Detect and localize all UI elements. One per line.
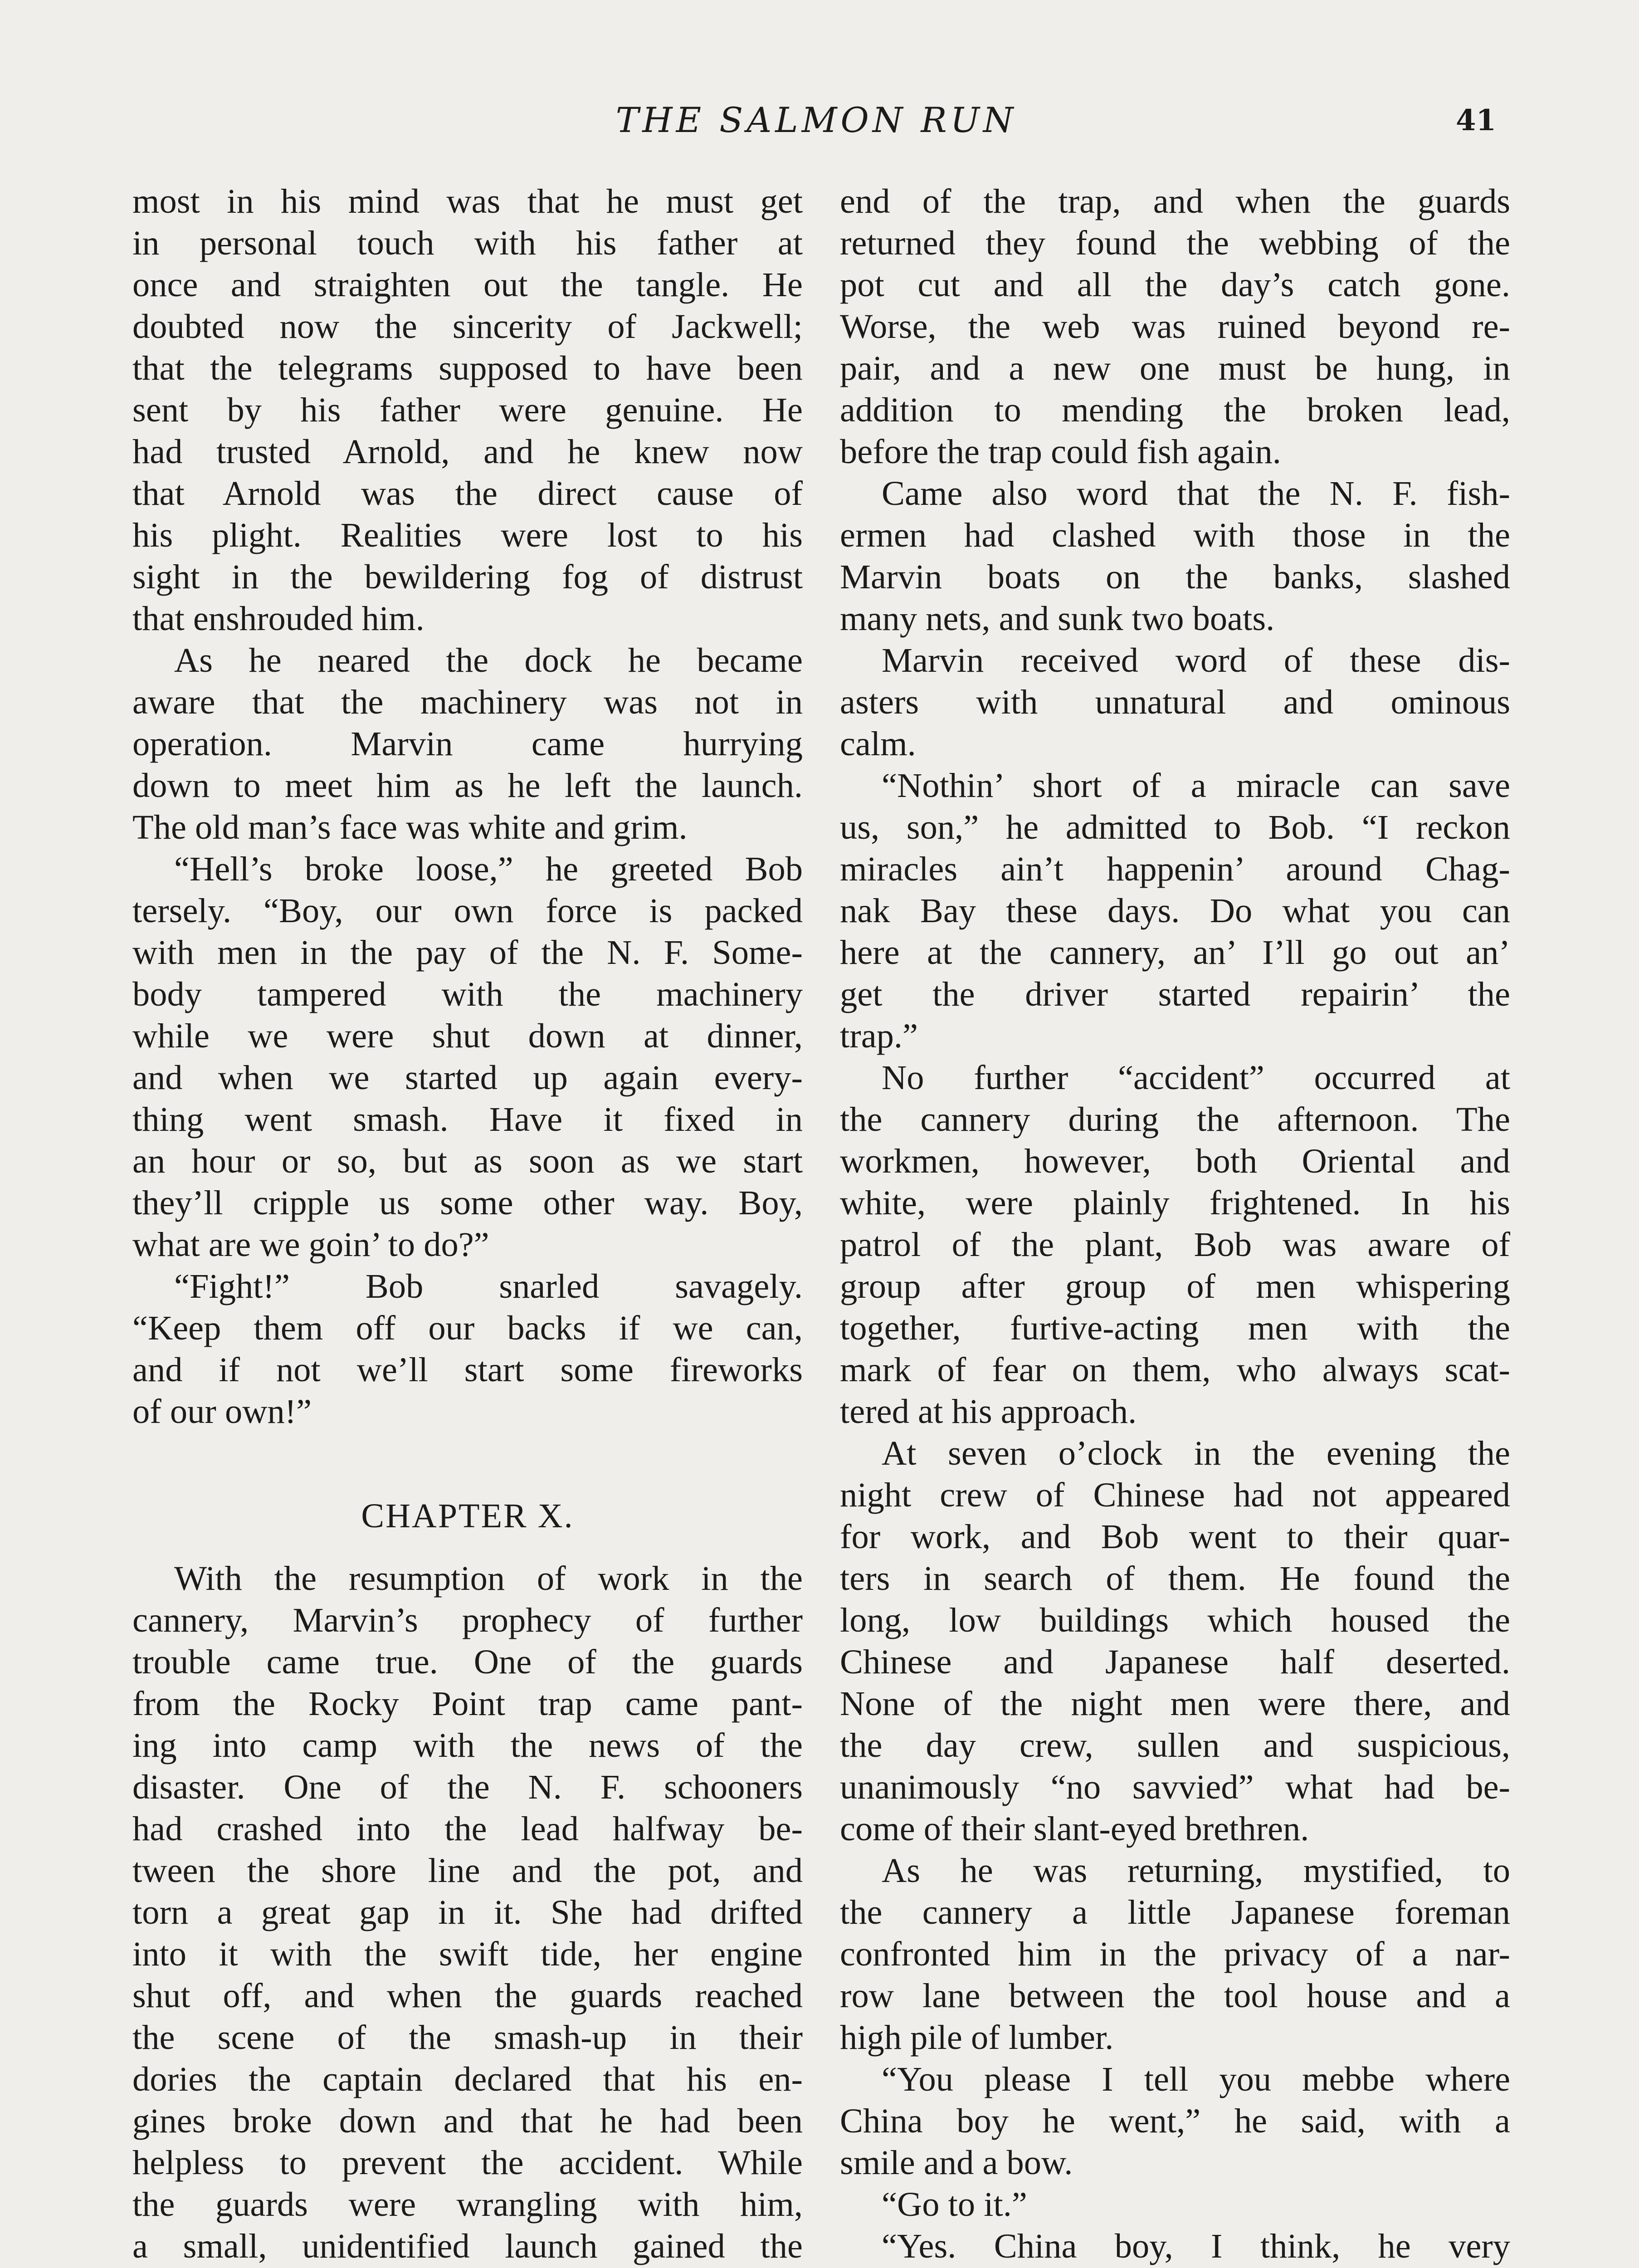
text-line: “Yes. China boy, I think, he very — [882, 2227, 1510, 2265]
text-line: in personal touch with his father at — [132, 224, 803, 262]
text-line: mark of fear on them, who always scat- — [840, 1350, 1510, 1389]
text-line: doubted now the sincerity of Jackwell; — [132, 307, 803, 346]
text-line: once and straighten out the tangle. He — [132, 265, 803, 304]
text-line: down to meet him as he left the launch. — [132, 766, 803, 805]
text-line: and when we started up again every- — [132, 1058, 803, 1097]
text-line: and if not we’ll start some fireworks — [132, 1350, 803, 1389]
text-line: long, low buildings which housed the — [840, 1601, 1510, 1639]
text-line: unanimously “no savvied” what had be- — [840, 1768, 1510, 1806]
text-line: “You please I tell you mebbe where — [882, 2060, 1510, 2098]
text-line: the guards were wrangling with him, — [132, 2185, 803, 2224]
text-line: None of the night men were there, and — [840, 1684, 1510, 1723]
text-line: the scene of the smash-up in their — [132, 2018, 803, 2057]
text-line: many nets, and sunk two boats. — [840, 599, 1275, 638]
text-line: shut off, and when the guards reached — [132, 1976, 803, 2015]
running-title: THE SALMON RUN — [615, 100, 1017, 140]
text-line: his plight. Realities were lost to his — [132, 516, 803, 554]
text-line: high pile of lumber. — [840, 2018, 1114, 2057]
text-line: gines broke down and that he had been — [132, 2102, 803, 2140]
text-line: confronted him in the privacy of a nar- — [840, 1935, 1510, 1973]
text-line: while we were shut down at dinner, — [132, 1017, 803, 1055]
text-line: The old man’s face was white and grim. — [132, 808, 688, 846]
text-line: helpless to prevent the accident. While — [132, 2143, 803, 2182]
text-line: for work, and Bob went to their quar- — [840, 1517, 1510, 1556]
text-line: “Fight!” Bob snarled savagely. — [174, 1267, 803, 1305]
text-line: thing went smash. Have it fixed in — [132, 1100, 803, 1139]
page-number: 41 — [1456, 103, 1497, 137]
chapter-heading: CHAPTER X. — [361, 1497, 574, 1535]
text-line: patrol of the plant, Bob was aware of — [840, 1225, 1510, 1264]
text-line: China boy he went,” he said, with a — [840, 2102, 1510, 2140]
left-column — [132, 181, 803, 2267]
text-line: white, were plainly frightened. In his — [840, 1183, 1510, 1222]
text-line: aware that the machinery was not in — [132, 683, 803, 721]
text-line: As he neared the dock he became — [174, 641, 803, 679]
text-line: cannery, Marvin’s prophecy of further — [132, 1601, 803, 1639]
text-line: ermen had clashed with those in the — [840, 516, 1510, 554]
text-line: end of the trap, and when the guards — [840, 182, 1510, 220]
text-line: pot cut and all the day’s catch gone. — [840, 265, 1510, 304]
text-line: sight in the bewildering fog of distrust — [132, 557, 803, 596]
text-line: At seven o’clock in the evening the — [882, 1434, 1510, 1472]
text-line: the day crew, sullen and suspicious, — [840, 1726, 1510, 1765]
text-line: “Nothin’ short of a miracle can save — [882, 766, 1510, 805]
text-line: most in his mind was that he must get — [132, 182, 803, 220]
text-line: group after group of men whispering — [840, 1267, 1510, 1305]
text-line: us, son,” he admitted to Bob. “I reckon — [840, 808, 1510, 846]
text-line: had trusted Arnold, and he knew now — [132, 432, 803, 471]
text-line: that enshrouded him. — [132, 599, 424, 638]
text-line: “Hell’s broke loose,” he greeted Bob — [174, 850, 803, 888]
text-line: addition to mending the broken lead, — [840, 391, 1510, 429]
text-line: “Keep them off our backs if we can, — [132, 1309, 803, 1347]
text-line: row lane between the tool house and a — [840, 1976, 1510, 2015]
text-line: “Go to it.” — [882, 2185, 1027, 2224]
text-line: before the trap could fish again. — [840, 432, 1281, 471]
text-line: an hour or so, but as soon as we start — [132, 1142, 803, 1180]
text-line: into it with the swift tide, her engine — [132, 1935, 803, 1973]
text-line: disaster. One of the N. F. schooners — [132, 1768, 803, 1806]
running-header — [0, 100, 1639, 154]
text-line: come of their slant-eyed brethren. — [840, 1809, 1309, 1848]
text-line: that Arnold was the direct cause of — [132, 474, 803, 513]
text-line: body tampered with the machinery — [132, 975, 803, 1013]
text-line: operation. Marvin came hurrying — [132, 724, 803, 763]
text-line: asters with unnatural and ominous — [840, 683, 1510, 721]
left-text-after-chapter — [132, 1558, 803, 2267]
text-line: returned they found the webbing of the — [840, 224, 1510, 262]
left-text-before-chapter — [132, 181, 803, 1432]
text-line: with men in the pay of the N. F. Some- — [132, 933, 803, 972]
text-line: tween the shore line and the pot, and — [132, 1851, 803, 1890]
text-line: sent by his father were genuine. He — [132, 391, 803, 429]
text-line: With the resumption of work in the — [174, 1559, 803, 1598]
text-line: dories the captain declared that his en- — [132, 2060, 803, 2098]
text-line: a small, unidentified launch gained the — [132, 2227, 803, 2265]
text-line: ing into camp with the news of the — [132, 1726, 803, 1765]
text-line: smile and a bow. — [840, 2143, 1073, 2182]
text-line: Marvin received word of these dis- — [882, 641, 1510, 679]
text-line: workmen, however, both Oriental and — [840, 1142, 1510, 1180]
text-line: trouble came true. One of the guards — [132, 1642, 803, 1681]
text-line: night crew of Chinese had not appeared — [840, 1476, 1510, 1514]
text-line: had crashed into the lead halfway be- — [132, 1809, 803, 1848]
text-line: Worse, the web was ruined beyond re- — [840, 307, 1510, 346]
text-line: what are we goin’ to do?” — [132, 1225, 489, 1264]
text-line: Marvin boats on the banks, slashed — [840, 557, 1510, 596]
text-line: here at the cannery, an’ I’ll go out an’ — [840, 933, 1510, 972]
text-line: of our own!” — [132, 1392, 312, 1431]
text-line: the cannery a little Japanese foreman — [840, 1893, 1510, 1931]
right-column — [840, 181, 1510, 2267]
text-line: No further “accident” occurred at — [882, 1058, 1510, 1097]
text-line: they’ll cripple us some other way. Boy, — [132, 1183, 803, 1222]
text-line: Chinese and Japanese half deserted. — [840, 1642, 1510, 1681]
text-line: that the telegrams supposed to have been — [132, 349, 803, 387]
text-line: calm. — [840, 724, 916, 763]
text-line: torn a great gap in it. She had drifted — [132, 1893, 803, 1931]
text-line: tered at his approach. — [840, 1392, 1137, 1431]
text-line: the cannery during the afternoon. The — [840, 1100, 1510, 1139]
text-line: Came also word that the N. F. fish- — [882, 474, 1510, 513]
text-line: miracles ain’t happenin’ around Chag- — [840, 850, 1510, 888]
text-line: As he was returning, mystified, to — [882, 1851, 1510, 1890]
text-line: together, furtive-acting men with the — [840, 1309, 1510, 1347]
text-line: tersely. “Boy, our own force is packed — [132, 891, 803, 930]
text-line: pair, and a new one must be hung, in — [840, 349, 1510, 387]
text-line: from the Rocky Point trap came pant- — [132, 1684, 803, 1723]
text-line: nak Bay these days. Do what you can — [840, 891, 1510, 930]
text-line: get the driver started repairin’ the — [840, 975, 1510, 1013]
text-line: ters in search of them. He found the — [840, 1559, 1510, 1598]
text-line: trap.” — [840, 1017, 918, 1055]
